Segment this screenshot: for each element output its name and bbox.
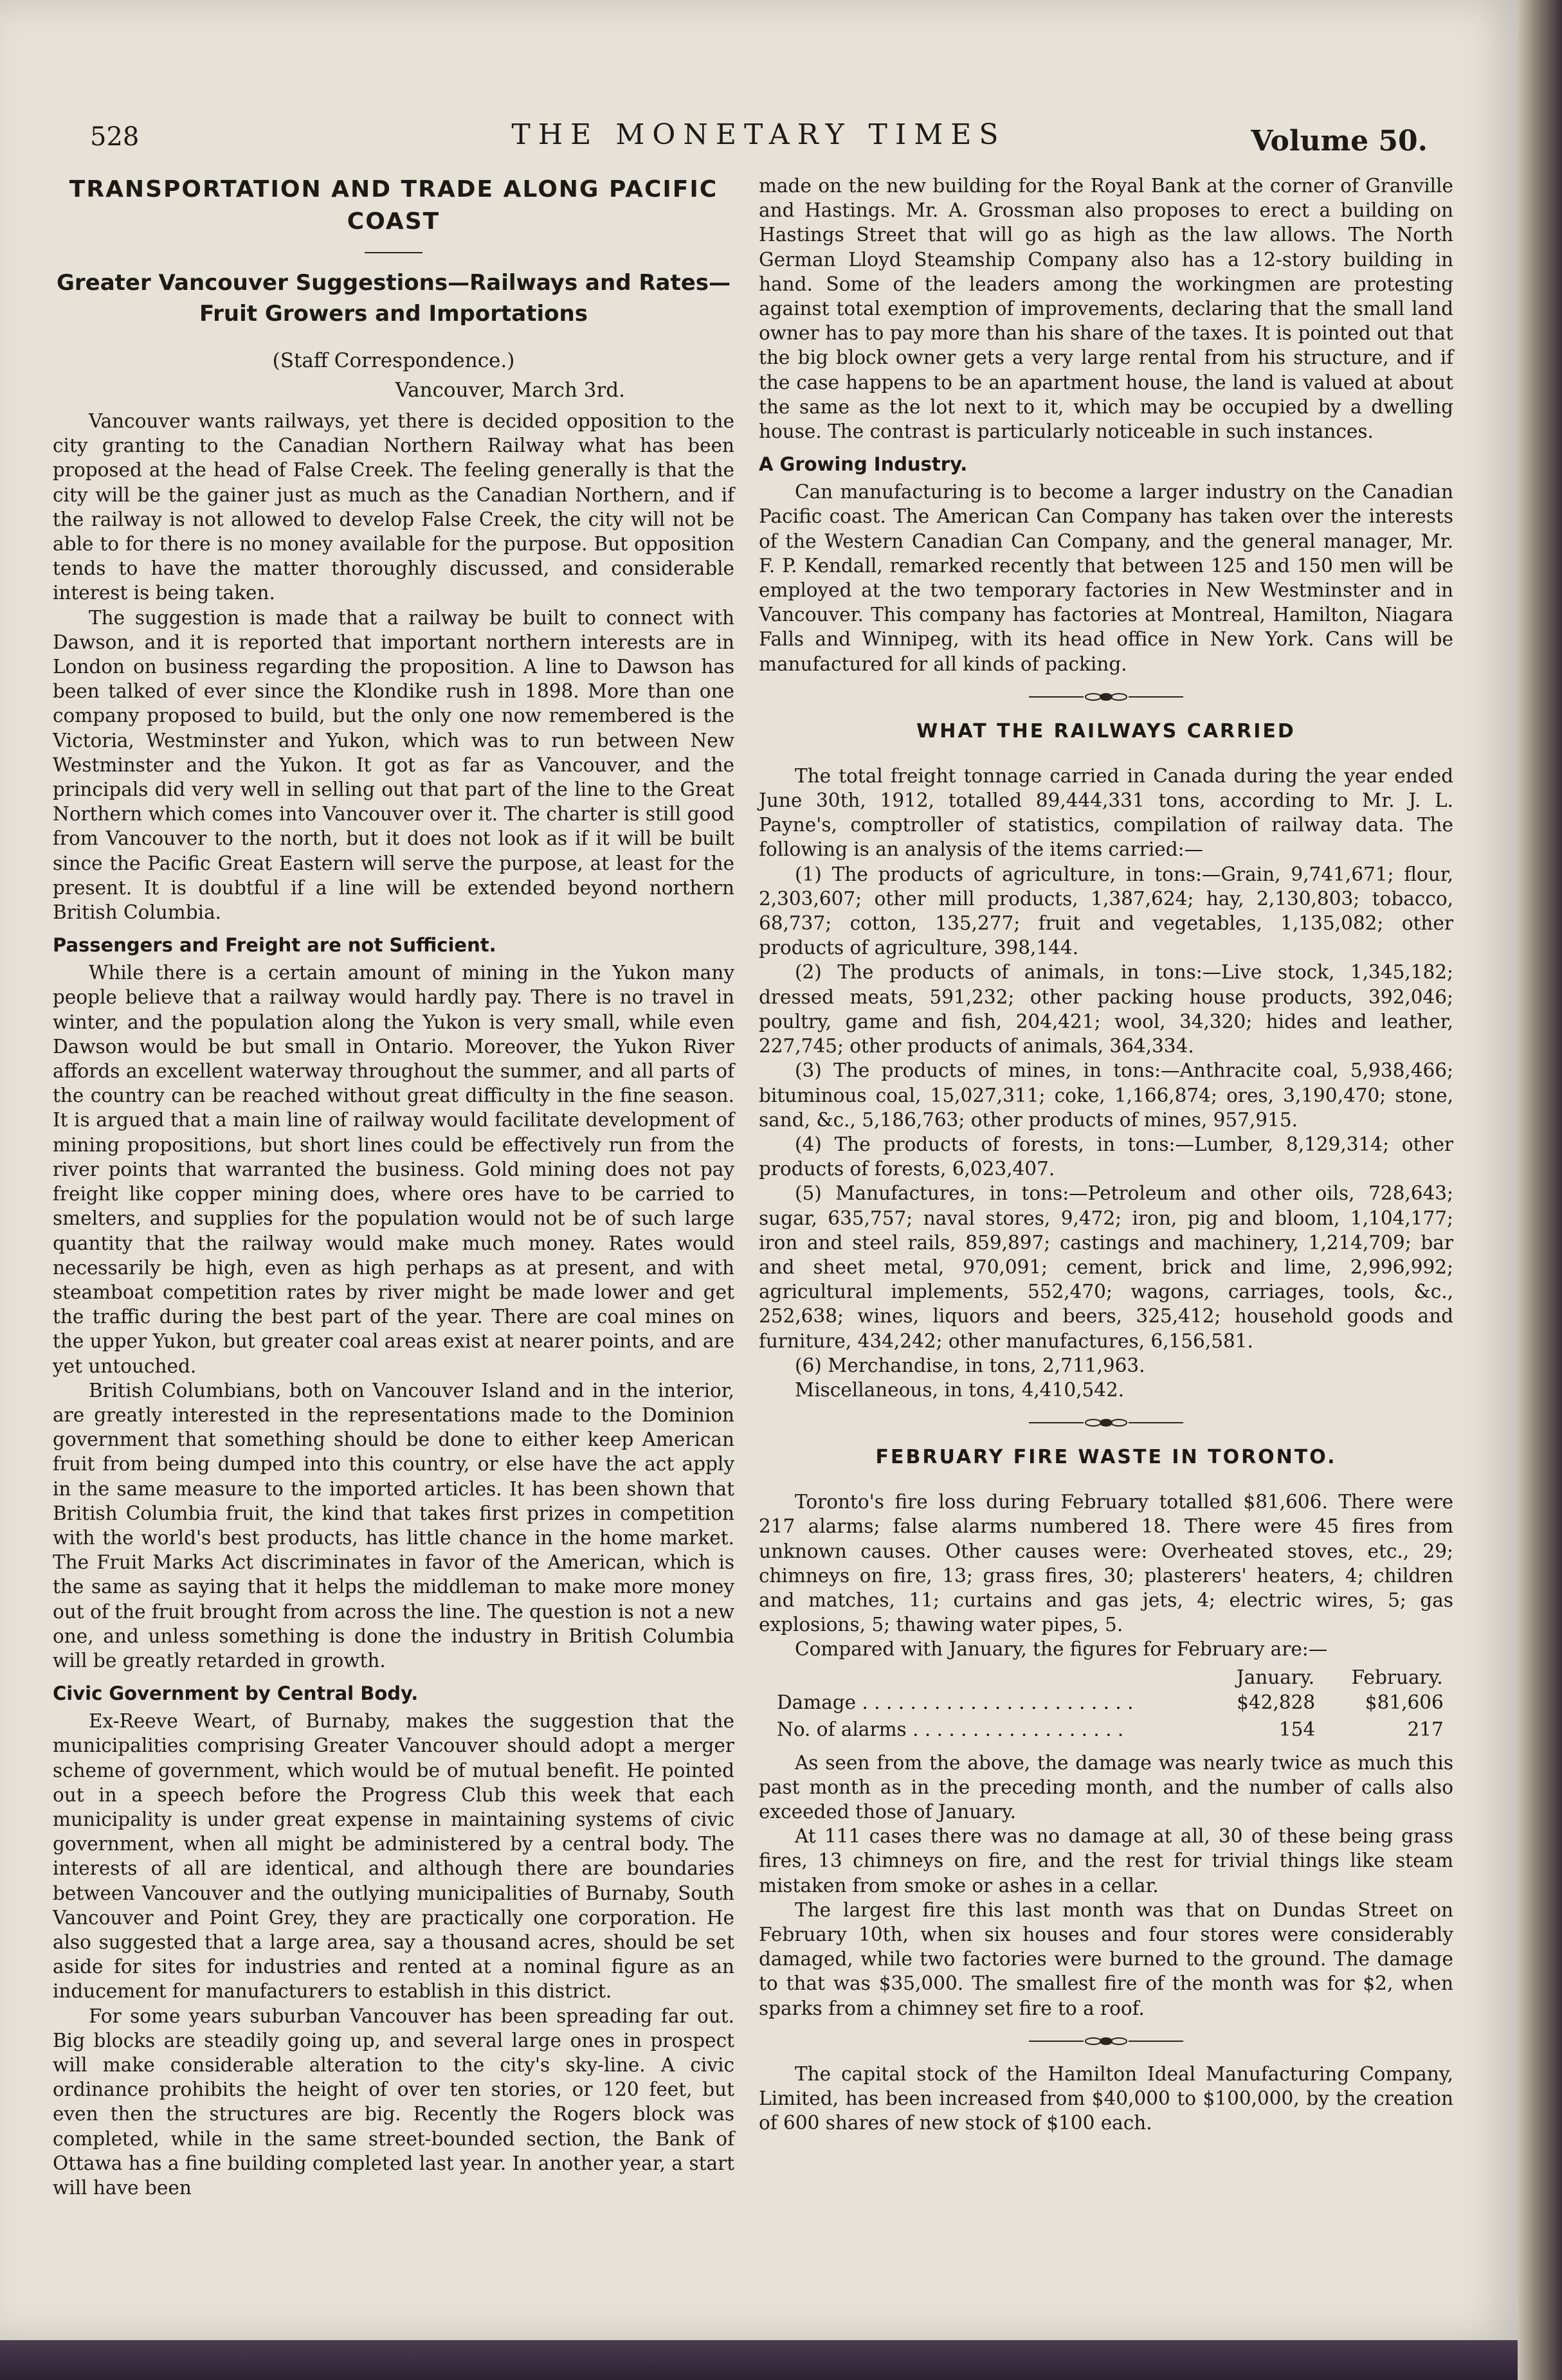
ornament-divider <box>759 2035 1453 2048</box>
paragraph: Vancouver wants railways, yet there is decided opposition to the city granting to the Canadian Northern Railway what has been proposed at the head of False Creek. The feeling generally is that the city will be the gainer just as much as the Canadian Northern, and if the railway is not allowed to develop False Creek, the city will not be able to for there is no money available for the purpose. But opposition tends to have the matter thoroughly discussed, and considerable interest is being taken. <box>53 410 734 604</box>
table-row <box>777 1716 1444 1743</box>
continuation-paragraph: made on the new building for the Royal Bank at the corner of Granville and Hastings. Mr. A. Grossman also proposes to erect a building on Hastings Street that will go as high as the law allows. The North German Lloyd Steamship Company also has a 12-story building in hand. Some of the leaders among the workingmen are protesting against total exemption of improvements, declaring that the small land owner has to pay more than his share of the taxes. It is pointed out that the big block owner gets a very large rental from his structure, and if the case happens to be an apartment house, the land is valued at about the same as the lot next to it, which may be occupied by a dwelling house. The contrast is particularly noticeable in such instances. <box>759 175 1453 443</box>
paragraph: At 111 cases there was no damage at all, 30 of these being grass fires, 13 chimneys on fire, and the rest for trivial things like steam mistaken from smoke or ashes in a cellar. <box>759 1825 1453 1897</box>
paragraph: The largest fire this last month was that on Dundas Street on February 10th, when six houses and four stores were considerably damaged, while two factories were burned to the ground. The damage to that was $35,000. The smallest fire of the month was for $2, when sparks from a chimney set fire to a roof. <box>759 1898 1453 2019</box>
section-heading-civic: Civic Government by Central Body. <box>53 1682 419 1705</box>
paragraph: Can manufacturing is to become a larger industry on the Canadian Pacific coast. The American Can Company has taken over the interests of the Western Canadian Can Company, and the general manager, Mr. F. P. Kendall, remarked recently that between 125 and 150 men will be employed at the two temporary factories in New Westminster and in Vancouver. This company has factories at Montreal, Hamilton, Niagara Falls and Winnipeg, with its head office in New York. Cans will be manufactured for all kinds of packing. <box>759 481 1453 675</box>
paragraph: British Columbians, both on Vancouver Island and in the interior, are greatly interested in the representations made to the Dominion government that something should be done to either keep American fruit from being dumped into this country, or else have the act apply in the same measure to the imported articles. It has been shown that British Columbia fruit, the kind that takes first prizes in competition with the world's best products, has little chance in the home market. The Fruit Marks Act discriminates in favor of the American, which is the same as saying that it helps the middleman to make more money out of the fruit brought from across the line. The question is not a new one, and unless something is done the industry in British Columbia will be greatly retarded in growth. <box>53 1379 734 1672</box>
ornament-divider-icon <box>1029 690 1183 703</box>
list-item: Miscellaneous, in tons, 4,410,542. <box>795 1378 1125 1401</box>
page-bottom-edge <box>0 2340 1518 2380</box>
paragraph: The capital stock of the Hamilton Ideal Manufacturing Company, Limited, has been increased from $40,000 to $100,000, by the creation of 600 shares of new stock of $100 each. <box>759 2062 1453 2134</box>
fire-comparison-table <box>777 1666 1444 1743</box>
list-item: (5) Manufactures, in tons:—Petroleum and other oils, 728,643; sugar, 635,757; naval stores, 9,472; iron, pig and bloom, 1,104,177; iron and steel rails, 859,897; castings and machinery, 1,214,709; bar and sheet metal, 970,091; cement, brick and lime, 2,996,992; agricultural implements, 552,470; wagons, carriages, tools, &c., 252,638; wines, liquors and beers, 325,412; household goods and furniture, 434,242; other manufactures, 6,156,581. <box>759 1182 1453 1352</box>
paragraph: For some years suburban Vancouver has been spreading far out. Big blocks are steadily going up, and several large ones in prospect will make considerable alteration to the city's sky-line. A civic ordinance prohibits the height of over ten stories, or 120 feet, but even then the structures are big. Recently the Rogers block was completed, while in the same street-bounded section, the Bank of Ottawa has a fine building completed last year. In another year, a start will have been <box>53 2005 734 2199</box>
paragraph: Toronto's fire loss during February totalled $81,606. There were 217 alarms; false alarms numbered 18. There were 45 fires from unknown causes. Other causes were: Overheated stoves, etc., 29; chimneys on fire, 13; grass fires, 30; plasterers' heaters, 4; children and matches, 11; curtains and gas jets, 4; electric wires, 5; gas explosions, 5; thawing water pipes, 5. <box>759 1491 1453 1636</box>
page-number: 528 <box>90 122 140 152</box>
article-subtitle: Greater Vancouver Suggestions—Railways and Rates—Fruit Growers and Importations <box>56 270 731 327</box>
column-header: January. <box>1236 1666 1315 1688</box>
paragraph: The suggestion is made that a railway be built to connect with Dawson, and it is reported that important northern interests are in London on business regarding the proposition. A line to Dawson has been talked of ever since the Klondike rush in 1898. More than one company proposed to build, but the only one now remembered is the Victoria, Westminster and Yukon, which was to run between New Westminster and the Yukon. It got as far as Vancouver, and the principals did very well in selling out that part of the line to the Great Northern which comes into Vancouver over it. The charter is still good from Vancouver to the north, but it does not look as if it will be built since the Pacific Great Eastern will serve the purpose, at least for the present. It is doubtful if a line will be extended beyond northern British Columbia. <box>53 606 734 924</box>
cell-value: 154 <box>1278 1718 1316 1740</box>
ornament-divider-icon <box>1029 2035 1183 2048</box>
article-title-transportation: TRANSPORTATION AND TRADE ALONG PACIFIC COAST <box>69 176 718 235</box>
ornament-divider-icon <box>1029 1416 1183 1429</box>
list-item: (4) The products of forests, in tons:—Lumber, 8,129,314; other products of forests, 6,023,407. <box>759 1133 1453 1180</box>
byline: (Staff Correspondence.) <box>272 349 515 372</box>
running-head <box>90 116 1428 161</box>
article-title-railways: WHAT THE RAILWAYS CARRIED <box>916 719 1296 743</box>
dateline: Vancouver, March 3rd. <box>395 379 625 402</box>
cell-value: 217 <box>1407 1718 1444 1740</box>
row-label: Damage . . . . . . . . . . . . . . . . . . . . . . . <box>777 1691 1134 1713</box>
list-item: (2) The products of animals, in tons:—Live stock, 1,345,182; dressed meats, 591,232; other packing house products, 392,046; poultry, game and fish, 204,421; wool, 34,320; hides and leather, 227,745; other products of animals, 364,334. <box>759 961 1453 1058</box>
list-item: (3) The products of mines, in tons:—Anthracite coal, 5,938,466; bituminous coal, 15,027,311; coke, 1,166,874; ores, 3,190,470; stone, sand, &c., 5,186,763; other products of mines, 957,915. <box>759 1059 1453 1131</box>
section-heading-industry: A Growing Industry. <box>759 453 968 476</box>
paragraph: While there is a certain amount of mining in the Yukon many people believe that a railway would hardly pay. There is no travel in winter, and the population along the Yukon is very small, while even Dawson would be but small in Ontario. Moreover, the Yukon River affords an excellent waterway throughout the summer, and all parts of the country can be reached without great difficulty in the fine season. It is argued that a main line of railway would facilitate development of mining propositions, but short lines could be effectively run from the river points that warranted the business. Gold mining does not pay freight like copper mining does, where ores have to be carried to smelters, and supplies for the population would not be of such large quantity that the railway would make much money. Rates would necessarily be high, even as high perhaps as at present, and with steamboat competition rates by river might be made lower and get the traffic during the best part of the year. There are coal mines on the upper Yukon, but greater coal areas exist at nearer points, and are yet untouched. <box>53 962 734 1377</box>
row-label: No. of alarms . . . . . . . . . . . . . . . . . . <box>777 1718 1124 1740</box>
table-header-row <box>777 1666 1444 1689</box>
cell-value: $81,606 <box>1365 1691 1444 1713</box>
right-column <box>759 174 1453 2135</box>
left-column <box>53 174 734 2200</box>
journal-title: THE MONETARY TIMES <box>511 118 1006 151</box>
section-heading-passengers: Passengers and Freight are not Sufficient. <box>53 934 496 957</box>
paragraph: As seen from the above, the damage was nearly twice as much this past month as in the preceding month, and the number of calls also exceeded those of January. <box>759 1751 1453 1823</box>
paragraph: The total freight tonnage carried in Canada during the year ended June 30th, 1912, totalled 89,444,331 tons, according to Mr. J. L. Payne's, comptroller of statistics, compilation of railway data. The following is an analysis of the items carried:— <box>759 764 1453 861</box>
list-item: (6) Merchandise, in tons, 2,711,963. <box>795 1354 1145 1376</box>
paragraph: Ex-Reeve Weart, of Burnaby, makes the suggestion that the municipalities comprising Greater Vancouver should adopt a merger scheme of government, which would be of mutual benefit. He pointed out in a speech before the Progress Club this week that each municipality is under great expense in maintaining systems of civic government, when all might be administered by a central body. The interests of all are identical, and although there are boundaries between Vancouver and the outlying municipalities of Burnaby, South Vancouver and Point Grey, they are practically one corporation. He also suggested that a large area, say a thousand acres, should be set aside for sites for industries and rented at a nominal figure as an inducement for manufacturers to establish in this district. <box>53 1710 734 2003</box>
table-row <box>777 1689 1444 1716</box>
list-item: (1) The products of agriculture, in tons:—Grain, 9,741,671; flour, 2,303,607; other mill products, 1,387,624; hay, 2,130,803; tobacco, 68,737; cotton, 135,277; fruit and vegetables, 1,135,082; other products of agriculture, 398,144. <box>759 863 1453 959</box>
ornament-divider <box>759 690 1453 703</box>
ornament-divider <box>759 1416 1453 1429</box>
title-rule <box>365 252 422 253</box>
paragraph: Compared with January, the figures for February are:— <box>795 1638 1328 1661</box>
column-header: February. <box>1351 1666 1443 1688</box>
page-edge <box>1518 0 1562 2380</box>
cell-value: $42,828 <box>1237 1691 1316 1713</box>
article-title-fire-waste: FEBRUARY FIRE WASTE IN TORONTO. <box>875 1446 1337 1469</box>
volume-label: Volume 50. <box>1251 125 1428 158</box>
